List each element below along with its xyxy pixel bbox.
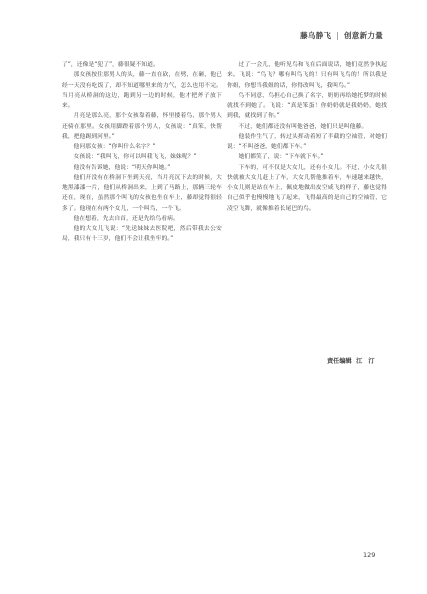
paragraph: 他装作生气了，转过头挥动着短了半截的空袖管，对她们说：“不叫爸爸，她们都下车。”	[227, 133, 387, 150]
paragraph: 他的大女儿飞说：“先送妹妹去医院吧，然后带我去公安局，我只有十三岁，他们不会让我坐牢的。”	[62, 226, 222, 243]
paragraph: 了”，还像是“犯了”，藤很疑不知道。	[62, 62, 159, 68]
page-number: 129	[363, 551, 376, 559]
editor-credit	[327, 356, 375, 365]
right-text-column	[227, 60, 387, 214]
header-section: 创意新力量	[344, 31, 383, 40]
paragraph: 他在想着，先去自首，还是先给鸟看病。	[73, 215, 179, 222]
paragraph: 过了一会儿，他听见鸟和飞在后面说话，她们竟然争执起来。飞说：“鸟飞？哪有叫鸟飞的！只有叫飞鸟的！所以我是你姐，你想当我姐的话，你得改叫飞，我叫鸟。”	[227, 62, 387, 89]
left-text-column	[62, 60, 222, 245]
paragraph: 他问那女孩：“你叫什么名字？”	[73, 144, 156, 150]
paragraph: 她们都笑了，说：“下车就下车。”	[238, 154, 324, 161]
paragraph: 月亮是那么亮，那个女孩靠着藤，怀里搂着鸟，那个男人还骑在那里。女孩用脚蹬着那个男人，女孩说：“真笨，快帮我，把他踢到河里。”	[62, 113, 222, 140]
paragraph: 鸟不同意，鸟担心自己换了名字，奶奶再给她托梦的时候就找不到她了。飞说：“真是笨蛋！你奶奶就是我奶奶，她找到我，就找到了你。”	[227, 92, 387, 120]
credit-name: 江 汀	[356, 358, 375, 365]
paragraph: 不过，她们都还没有叫他爸爸，她们只是叫他藤。	[238, 123, 368, 130]
paragraph: 他们开没有在桥洞下坐到天亮，当月亮沉下去的时候，大地黑漆漆一片，他们从桥洞出来，上到了马路上，那辆三轮车还在，现在，虽然那个叫飞的女孩也坐在车上，藤却觉得很轻多了。他现在有两个女儿，一个叫鸟，一个飞。	[62, 174, 222, 212]
credit-label: 责任编辑	[327, 358, 352, 365]
header-separator: |	[336, 31, 340, 40]
paragraph: 下车的，可不仅是大女儿，还有小女儿。不过，小女儿很快就被大女儿赶上了车，大女儿帮他推着车，车速越来越快，小女儿则是站在车上，佩皮地做出皮空咸飞的样子，藤也觉得自己似乎也慢慢地飞了起来，飞得最高的是自己的空袖管，它凌空飞舞，就像推着长尾巴的鸟。	[227, 164, 387, 212]
paragraph: 女孩说：“我叫飞，你可以叫我飞飞，妹妹呢？”	[73, 154, 197, 161]
paragraph: 他没有告诉她，他说：“明天你叫她。”	[73, 164, 171, 171]
header-title: 藤乌静飞	[300, 31, 332, 40]
paragraph: 那女孩按住那男人的头，藤一直在砍，在劈，在砸，他已经一天没有吃饭了，却不知道哪里来的力气，怎么也用不完。当月亮从桥洞的这边，跑到另一边的时候，他才把斧子放下来。	[62, 72, 222, 109]
page-header	[300, 30, 383, 41]
